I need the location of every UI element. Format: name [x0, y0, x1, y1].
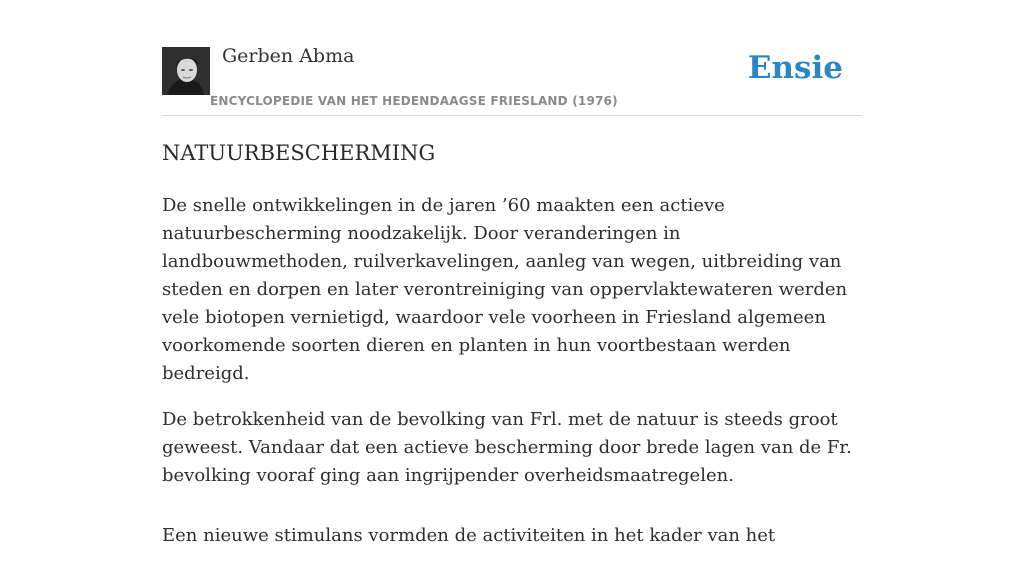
author-name[interactable]: Gerben Abma — [222, 45, 355, 67]
header — [162, 0, 862, 116]
avatar[interactable] — [162, 47, 210, 95]
paragraph: De betrokkenheid van de bevolking van Frl. met de natuur is steeds groot geweest. Vandaar dat een actieve bescherming door brede lagen van de Fr. bevolking vooraf ging aan ingrijpender overheidsmaatregelen. — [162, 409, 852, 486]
article-title: NATUURBESCHERMING — [162, 141, 436, 165]
paragraph: Een nieuwe stimulans vormden de activiteiten in het kader van het — [162, 525, 776, 546]
source-label[interactable]: ENCYCLOPEDIE VAN HET HEDENDAAGSE FRIESLAND (1976) — [210, 94, 618, 108]
ensie-logo[interactable]: Ensie — [747, 50, 843, 86]
article-body — [162, 192, 870, 568]
content-column — [162, 0, 862, 546]
author-portrait-icon — [162, 47, 210, 95]
paragraph: De snelle ontwikkelingen in de jaren ’60 maakten een actieve natuurbescherming noodzakelijk. Door veranderingen in landbouwmethoden, ruilverkavelingen, aanleg van wegen, uitbreiding van steden en dorpen en later verontreiniging van oppervlaktewateren werden vele biotopen vernietigd, waardoor vele voorheen in Friesland algemeen voorkomende soorten dieren en planten in hun voortbestaan werden bedreigd. — [162, 195, 848, 384]
